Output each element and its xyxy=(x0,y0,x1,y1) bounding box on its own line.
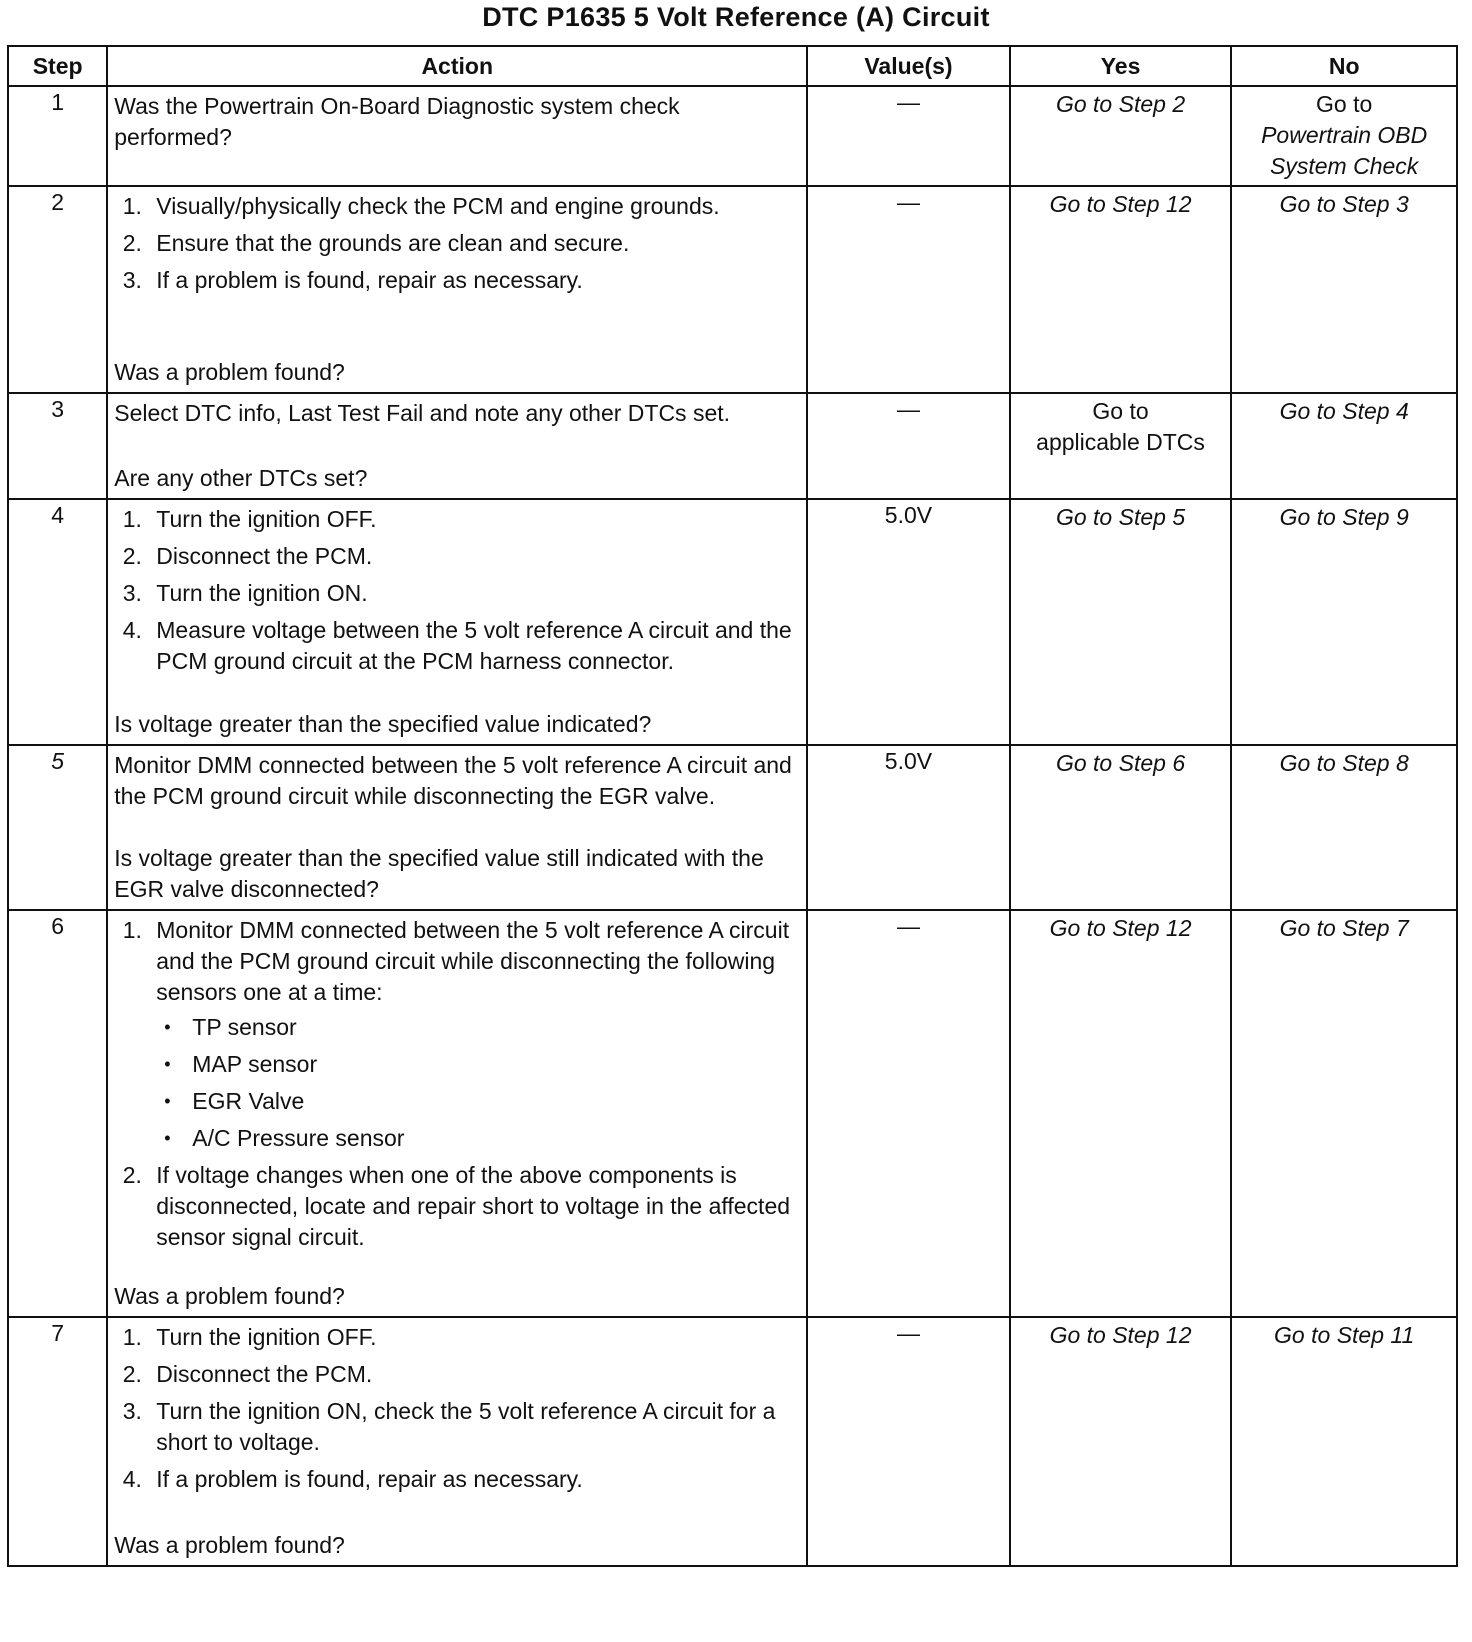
action-steps xyxy=(114,1322,798,1501)
action-step: 2. Ensure that the grounds are clean and secure. xyxy=(148,228,798,259)
action-steps xyxy=(114,504,798,683)
header-row xyxy=(8,46,1457,86)
action-step: 4. If a problem is found, repair as necessary. xyxy=(148,1464,798,1495)
yes-link[interactable]: Go to Step 5 xyxy=(1055,504,1186,530)
value-cell: — xyxy=(896,89,920,115)
value-cell: 5.0V xyxy=(884,748,933,774)
page-title: DTC P1635 5 Volt Reference (A) Circuit xyxy=(482,2,990,32)
action-text: Was the Powertrain On-Board Diagnostic system check performed? xyxy=(114,93,680,150)
action-question: Is voltage greater than the specified value still indicated with the EGR valve disconnected? xyxy=(114,845,764,902)
value-cell: — xyxy=(896,913,920,939)
yes-link[interactable]: Go to Step 2 xyxy=(1055,91,1186,117)
no-link[interactable]: Go to Step 7 xyxy=(1279,915,1409,941)
no-link[interactable]: Go to Step 8 xyxy=(1279,750,1409,776)
action-steps xyxy=(114,191,798,302)
action-step: 2. Disconnect the PCM. xyxy=(148,1359,798,1390)
action-step: 3. If a problem is found, repair as necessary. xyxy=(148,265,798,296)
action-step: 2. Disconnect the PCM. xyxy=(148,541,798,572)
value-cell: — xyxy=(896,396,920,422)
no-link[interactable]: Go to Step 3 xyxy=(1279,191,1409,217)
sensor-item: • A/C Pressure sensor xyxy=(184,1123,798,1154)
step-number: 7 xyxy=(51,1320,65,1346)
action-steps xyxy=(114,915,798,1259)
action-step: 3. Turn the ignition ON, check the 5 volt reference A circuit for a short to voltage. xyxy=(148,1396,798,1458)
header-no: No xyxy=(1231,46,1457,86)
action-step: 4. Measure voltage between the 5 volt reference A circuit and the PCM ground circuit at the PCM harness connector. xyxy=(148,615,798,677)
table-row xyxy=(8,499,1457,745)
sensor-item: • EGR Valve xyxy=(184,1086,798,1117)
yes-link[interactable]: Go to Step 12 xyxy=(1049,915,1192,941)
table-row xyxy=(8,1317,1457,1566)
diagnostic-table xyxy=(7,45,1458,1567)
sensor-list xyxy=(156,1012,798,1154)
yes-link[interactable]: Go to Step 6 xyxy=(1055,750,1186,776)
value-cell: — xyxy=(896,1320,920,1346)
action-question: Was a problem found? xyxy=(114,1283,345,1309)
header-value: Value(s) xyxy=(807,46,1010,86)
action-question: Is voltage greater than the specified value indicated? xyxy=(114,711,652,737)
step-number: 1 xyxy=(51,89,65,115)
step-number: 2 xyxy=(51,189,65,215)
no-link[interactable]: Powertrain OBD System Check xyxy=(1261,122,1428,179)
step-number: 3 xyxy=(51,396,65,422)
header-step: Step xyxy=(8,46,107,86)
yes-link[interactable]: Go to Step 12 xyxy=(1049,1322,1192,1348)
sensor-item: • MAP sensor xyxy=(184,1049,798,1080)
action-step: 3. Turn the ignition ON. xyxy=(148,578,798,609)
header-action: Action xyxy=(107,46,807,86)
step-number: 5 xyxy=(51,748,65,774)
table-row xyxy=(8,393,1457,499)
action-step: 1. Visually/physically check the PCM and engine grounds. xyxy=(148,191,798,222)
action-step: 1. Turn the ignition OFF. xyxy=(148,504,798,535)
action-step xyxy=(148,915,798,1154)
table-row xyxy=(8,745,1457,910)
value-cell: — xyxy=(896,189,920,215)
action-step: 1. Turn the ignition OFF. xyxy=(148,1322,798,1353)
action-step: 2. If voltage changes when one of the above components is disconnected, locate and repair short to voltage in the affected sensor signal circuit. xyxy=(148,1160,798,1253)
action-question: Was a problem found? xyxy=(114,1532,345,1558)
value-cell: 5.0V xyxy=(884,502,933,528)
yes-link[interactable]: applicable DTCs xyxy=(1036,429,1205,455)
no-link[interactable]: Go to Step 4 xyxy=(1279,398,1409,424)
no-link-prefix: Go to xyxy=(1316,91,1373,117)
table-row xyxy=(8,86,1457,186)
header-yes: Yes xyxy=(1010,46,1232,86)
action-question: Was a problem found? xyxy=(114,359,345,385)
sensor-item: • TP sensor xyxy=(184,1012,798,1043)
action-question: Are any other DTCs set? xyxy=(114,465,368,491)
action-step-text: Monitor DMM connected between the 5 volt reference A circuit and the PCM ground circuit while disconnecting the following sensors one at a time: xyxy=(156,917,790,1005)
table-row xyxy=(8,186,1457,393)
action-text: Select DTC info, Last Test Fail and note any other DTCs set. xyxy=(114,400,731,426)
step-number: 4 xyxy=(51,502,65,528)
table-row xyxy=(8,910,1457,1317)
step-number: 6 xyxy=(51,913,65,939)
no-link[interactable]: Go to Step 11 xyxy=(1274,1322,1415,1348)
yes-link[interactable]: Go to Step 12 xyxy=(1049,191,1192,217)
yes-link-prefix: Go to xyxy=(1092,398,1149,424)
action-text: Monitor DMM connected between the 5 volt reference A circuit and the PCM ground circuit while disconnecting the EGR valve. xyxy=(114,752,792,809)
no-link[interactable]: Go to Step 9 xyxy=(1279,504,1409,530)
